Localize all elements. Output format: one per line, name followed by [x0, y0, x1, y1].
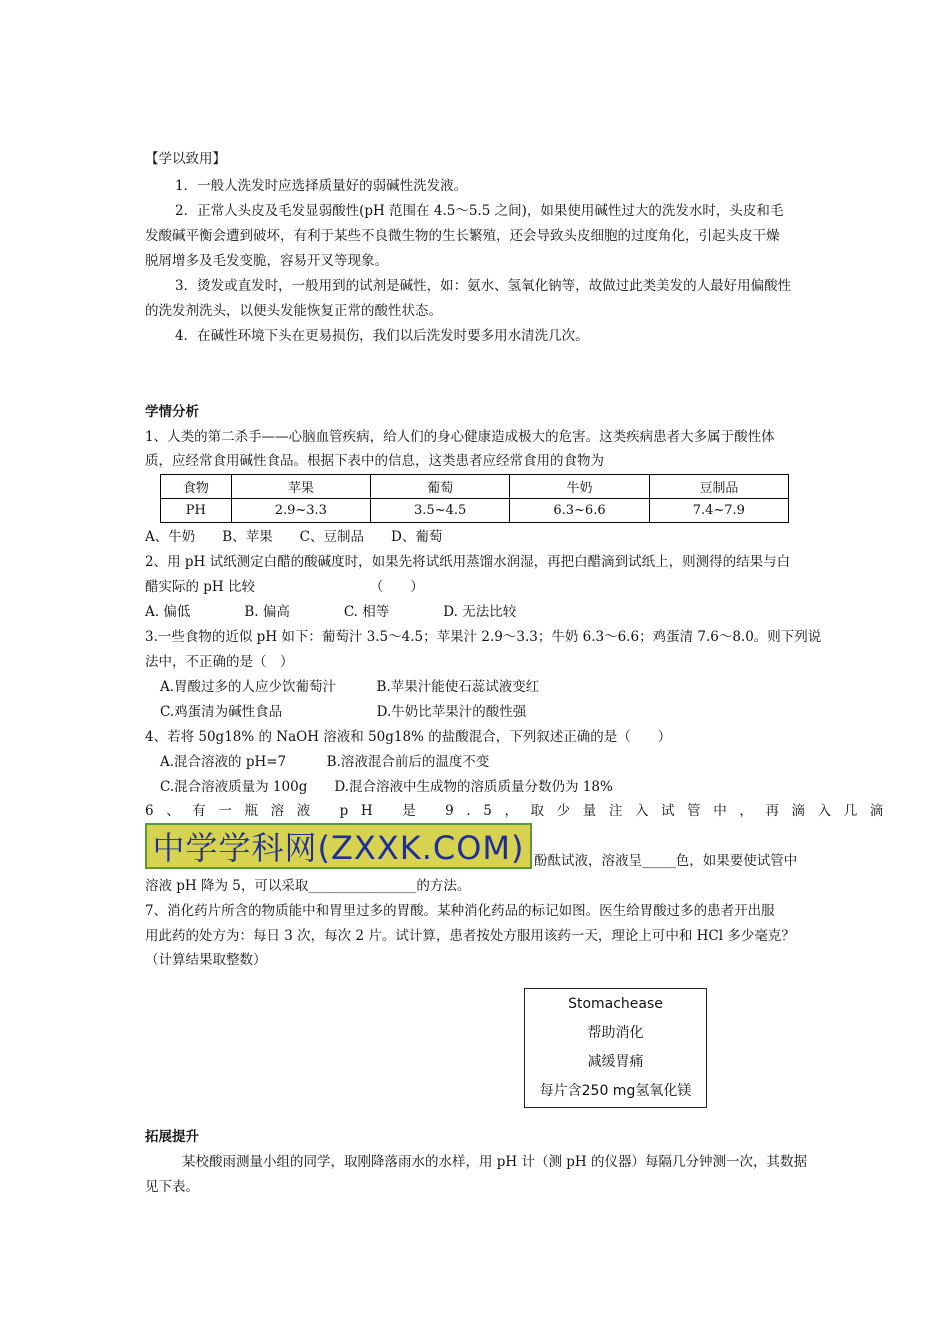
question-1-line-2: 质，应经常食用碱性食品。根据下表中的信息，这类患者应经常食用的食物为 [145, 453, 604, 469]
section-heading-apply: 【学以致用】 [145, 151, 226, 167]
paragraph-3-line-2: 的洗发剂洗头，以便头发能恢复正常的酸性状态。 [145, 303, 442, 319]
question-2-line-1: 2、用 pH 试纸测定白醋的酸碱度时，如果先将试纸用蒸馏水润湿，再把白醋滴到试纸上，则测得的结果与白 [145, 554, 791, 570]
medicine-dosage: 每片含250 mg氢氧化镁 [539, 1083, 692, 1099]
table-header-cell: 葡萄 [371, 475, 510, 499]
table-cell: 6.3~6.6 [510, 499, 649, 523]
paragraph-4: 4．在碱性环境下头在更易损伤，我们以后洗发时要多用水清洗几次。 [175, 328, 589, 344]
paragraph-2-line-1: 2．正常人头皮及毛发显弱酸性(pH 范围在 4.5～5.5 之间)，如果使用碱性过大的洗发水时，头皮和毛 [175, 203, 784, 219]
question-6-line-1: 6、有一瓶溶液 pH 是 9.5，取少量注入试管中，再滴入几滴 [145, 803, 896, 819]
table-cell: 7.4~7.9 [649, 499, 788, 523]
food-ph-table [160, 474, 789, 523]
table-header-cell: 食物 [161, 475, 232, 499]
section-heading-analysis: 学情分析 [145, 404, 199, 420]
question-3-options-cd: C.鸡蛋清为碱性食品 D.牛奶比苹果汁的酸性强 [160, 704, 527, 720]
question-2-line-2: 醋实际的 pH 比较 （ ） [145, 579, 424, 595]
paragraph-3-line-1: 3．烫发或直发时，一般用到的试剂是碱性，如：氨水、氢氧化钠等，故做过此类美发的人最好用偏酸性 [175, 278, 792, 294]
table-header-cell: 豆制品 [649, 475, 788, 499]
extension-paragraph-line-2: 见下表。 [145, 1179, 199, 1195]
question-4-options-ab: A.混合溶液的 pH=7 B.溶液混合前后的温度不变 [160, 754, 490, 770]
question-6-line-2: 酚酞试液，溶液呈_____色，如果要使试管中 [534, 853, 798, 869]
table-cell: 3.5~4.5 [371, 499, 510, 523]
question-7-line-3: （计算结果取整数） [145, 952, 267, 968]
extension-paragraph-line-1: 某校酸雨测量小组的同学，取刚降落雨水的水样，用 pH 计（测 pH 的仪器）每隔几分钟测一次，其数据 [182, 1154, 807, 1170]
question-2-options: A. 偏低 B. 偏高 C. 相等 D. 无法比较 [145, 604, 517, 620]
question-7-line-1: 7、消化药片所含的物质能中和胃里过多的胃酸。某种消化药品的标记如图。医生给胃酸过多的患者开出服 [145, 903, 775, 919]
medicine-brand: Stomachease [568, 996, 663, 1012]
question-1-options: A、牛奶 B、苹果 C、豆制品 D、葡萄 [145, 529, 443, 545]
medicine-line-pain: 减缓胃痛 [587, 1054, 644, 1070]
paragraph-2-line-2: 发酸碱平衡会遭到破坏，有利于某些不良微生物的生长繁殖，还会导致头皮细胞的过度角化，引起头皮干燥 [145, 228, 780, 244]
question-6-line-3: 溶液 pH 降为 5，可以采取________________的方法。 [145, 878, 471, 894]
medicine-label [524, 988, 707, 1108]
medicine-line-digest: 帮助消化 [587, 1025, 644, 1041]
section-heading-extension: 拓展提升 [145, 1129, 199, 1145]
watermark-banner: 中学学科网(ZXXK.COM) [145, 823, 532, 869]
question-4-options-cd: C.混合溶液质量为 100g D.混合溶液中生成物的溶质质量分数仍为 18% [160, 779, 613, 795]
table-header-row [161, 475, 789, 499]
question-1-line-1: 1、人类的第二杀手——心脑血管疾病，给人们的身心健康造成极大的危害。这类疾病患者大多属于酸性体 [145, 429, 775, 445]
table-header-cell: 牛奶 [510, 475, 649, 499]
question-3-line-1: 3.一些食物的近似 pH 如下：葡萄汁 3.5～4.5；苹果汁 2.9～3.3；牛奶 6.3～6.6；鸡蛋清 7.6～8.0。则下列说 [145, 629, 822, 645]
question-3-line-2: 法中，不正确的是（ ） [145, 654, 294, 670]
table-cell: 2.9~3.3 [231, 499, 370, 523]
table-cell: PH [161, 499, 232, 523]
table-header-cell: 苹果 [231, 475, 370, 499]
paragraph-2-line-3: 脱屑增多及毛发变脆，容易开叉等现象。 [145, 253, 388, 269]
question-3-options-ab: A.胃酸过多的人应少饮葡萄汁 B.苹果汁能使石蕊试液变红 [160, 679, 540, 695]
question-4-line-1: 4、若将 50g18% 的 NaOH 溶液和 50g18% 的盐酸混合，下列叙述正确的是（ ） [145, 729, 672, 745]
question-7-line-2: 用此药的处方为：每日 3 次，每次 2 片。试计算，患者按处方服用该药一天，理论上可中和 HCl 多少毫克？ [145, 928, 795, 944]
table-row [161, 499, 789, 523]
paragraph-1: 1．一般人洗发时应选择质量好的弱碱性洗发液。 [175, 178, 468, 194]
